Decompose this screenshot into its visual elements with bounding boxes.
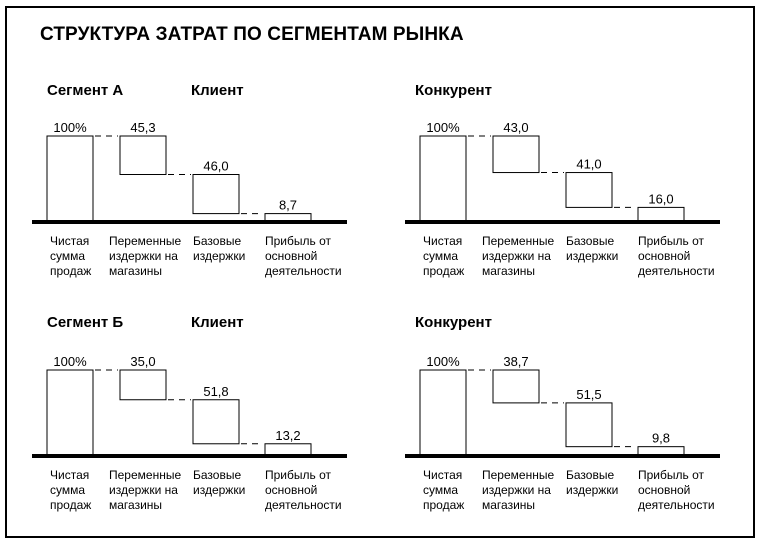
bar-value-label: 43,0: [503, 120, 529, 135]
category-label-line: издержки: [566, 249, 619, 263]
segment-b-client-label: Клиент: [191, 314, 244, 331]
category-label-line: основной: [638, 483, 691, 497]
segment-a-label: Сегмент А: [47, 82, 124, 99]
category-label-line: издержки на: [482, 249, 551, 263]
bar-value-label: 51,5: [576, 386, 602, 402]
category-label-line: Базовые: [566, 468, 615, 482]
waterfall-bar: [566, 403, 612, 447]
category-label-line: деятельности: [638, 264, 715, 278]
category-label-line: деятельности: [638, 498, 715, 512]
category-label-line: Базовые: [566, 234, 615, 248]
category-label-line: издержки: [566, 483, 619, 497]
category-label-line: Чистая: [50, 468, 90, 482]
category-label-line: продаж: [50, 264, 92, 278]
category-label-line: сумма: [50, 249, 86, 263]
category-label-line: основной: [265, 249, 318, 263]
bar-value-label: 100%: [426, 354, 460, 369]
waterfall-bar: [493, 370, 539, 403]
category-label-line: Переменные: [109, 234, 182, 248]
bar-value-label: 100%: [53, 120, 87, 135]
category-label: [638, 468, 715, 512]
category-label-line: Прибыль от: [265, 468, 331, 482]
bar-value-label: 16,0: [648, 191, 674, 207]
bar-value-label: 51,8: [203, 383, 229, 399]
category-label-line: магазины: [109, 264, 163, 278]
category-label-line: издержки: [193, 249, 246, 263]
waterfall-bar: [638, 447, 684, 455]
waterfall-bar: [420, 370, 466, 455]
bar-value-label: 9,8: [651, 430, 671, 446]
category-label-line: Прибыль от: [638, 468, 704, 482]
category-label-line: Чистая: [423, 468, 463, 482]
category-label-line: сумма: [50, 483, 86, 497]
category-label-line: Прибыль от: [638, 234, 704, 248]
category-label-line: продаж: [423, 498, 465, 512]
bar-value-label: 8,7: [278, 197, 298, 213]
category-label: [482, 468, 554, 512]
page-title: СТРУКТУРА ЗАТРАТ ПО СЕГМЕНТАМ РЫНКА: [40, 24, 464, 45]
bar-value-label: 35,0: [130, 354, 156, 369]
category-label-line: продаж: [50, 498, 92, 512]
bar-value-label: 45,3: [130, 120, 156, 135]
category-label-line: Переменные: [109, 468, 182, 482]
category-label-line: продаж: [423, 264, 465, 278]
category-label-line: Базовые: [193, 468, 242, 482]
category-label-line: Переменные: [482, 468, 555, 482]
category-label-line: основной: [638, 249, 691, 263]
category-label-line: Переменные: [482, 234, 555, 248]
category-label: [566, 468, 618, 497]
category-label-line: издержки: [193, 483, 246, 497]
segment-b-competitor-label: Конкурент: [415, 314, 492, 331]
category-label-line: Чистая: [50, 234, 90, 248]
category-label-line: сумма: [423, 249, 459, 263]
category-label-line: издержки на: [109, 249, 178, 263]
category-label-line: Базовые: [193, 234, 242, 248]
bar-value-label: 100%: [53, 354, 87, 369]
category-label-line: издержки на: [109, 483, 178, 497]
category-label-line: Чистая: [423, 234, 463, 248]
segment-a-client-label: Клиент: [191, 82, 244, 99]
bar-value-label: 41,0: [576, 156, 602, 172]
category-label-line: деятельности: [265, 498, 342, 512]
category-label-line: деятельности: [265, 264, 342, 278]
category-label-line: магазины: [482, 498, 536, 512]
category-label-line: Прибыль от: [265, 234, 331, 248]
category-label-line: магазины: [482, 264, 536, 278]
bar-value-label: 13,2: [275, 427, 301, 443]
category-label: [423, 468, 464, 512]
category-label-line: основной: [265, 483, 318, 497]
category-label-line: издержки на: [482, 483, 551, 497]
bar-value-label: 46,0: [203, 158, 229, 174]
segment-b-label: Сегмент Б: [47, 314, 124, 331]
bar-value-label: 38,7: [503, 354, 529, 369]
category-label-line: магазины: [109, 498, 163, 512]
category-label-line: сумма: [423, 483, 459, 497]
bar-value-label: 100%: [426, 120, 460, 135]
segment-a-competitor-label: Конкурент: [415, 82, 492, 99]
